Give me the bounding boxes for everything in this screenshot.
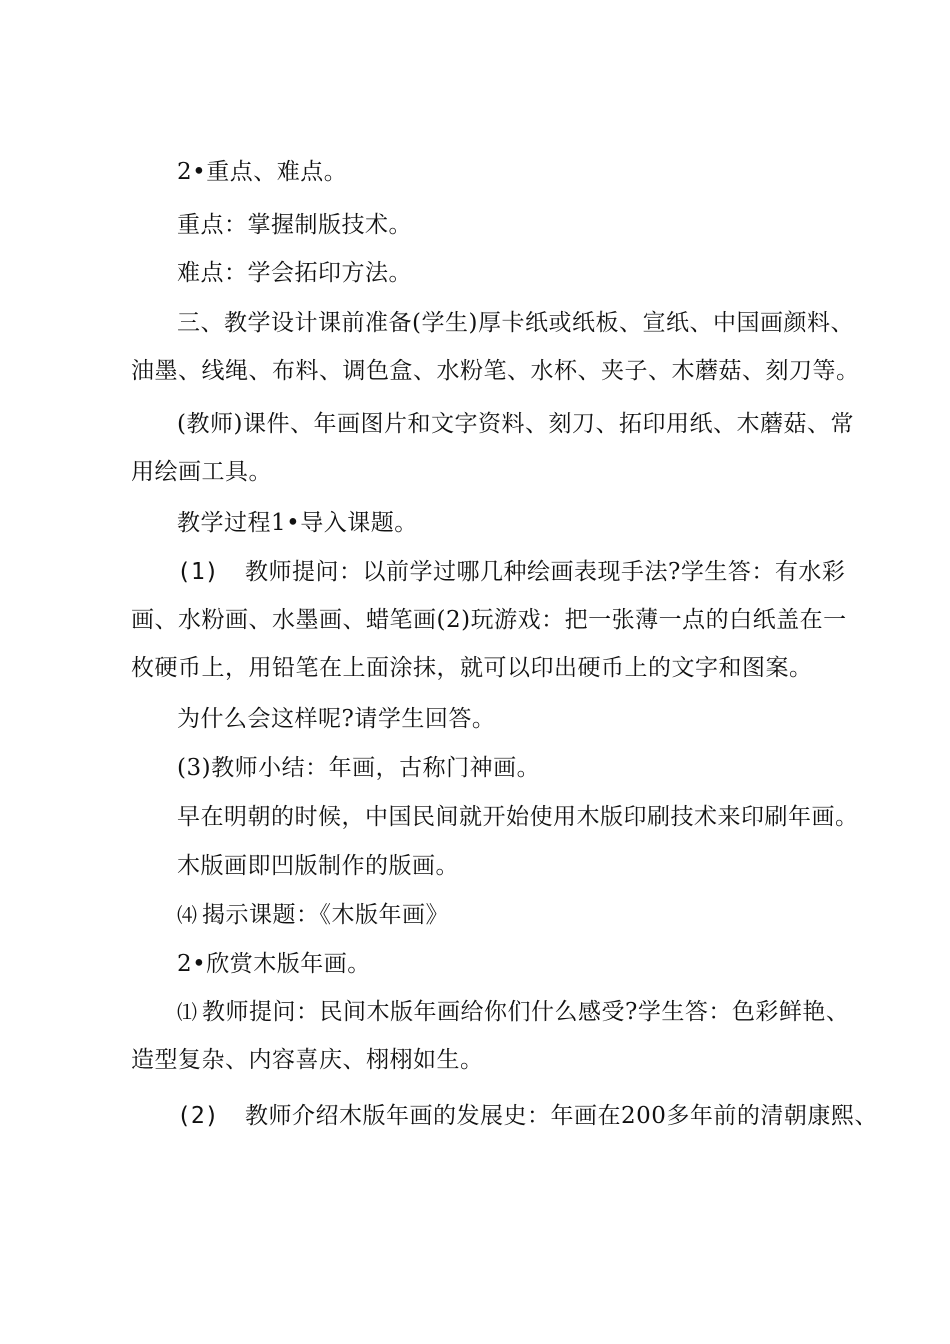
paragraph-appreciation-line-2: 造型复杂、内容喜庆、栩栩如生。	[131, 1047, 484, 1073]
paragraph-item-1-line-3: 枚硬币上，用铅笔在上面涂抹，就可以印出硬币上的文字和图案。	[131, 655, 813, 681]
paragraph-history-line-1: 教师介绍木版年画的发展史：年画在200多年前的清朝康熙、	[245, 1103, 878, 1129]
section-heading-teaching-process: 教学过程1•导入课题。	[177, 510, 418, 536]
item-number-2: (2)	[177, 1103, 219, 1129]
item-number-1b: ⑴	[177, 1000, 198, 1024]
paragraph-item-1-line-2: 画、水粉画、水墨画、蜡笔画(2)玩游戏：把一张薄一点的白纸盖在一	[131, 607, 847, 633]
paragraph-item-1-line-1: 教师提问：以前学过哪几种绘画表现手法?学生答：有水彩	[245, 559, 846, 585]
paragraph-teacher-prep-line-2: 用绘画工具。	[131, 459, 272, 485]
paragraph-woodblock-definition: 木版画即凹版制作的版画。	[177, 853, 459, 879]
item-number-4: ⑷	[177, 903, 198, 927]
item-number-1: (1)	[177, 559, 219, 585]
paragraph-reveal-topic: 揭示课题：《木版年画》	[202, 902, 449, 928]
section-heading-appreciation: 2•欣赏木版年画。	[177, 951, 371, 977]
paragraph-item-3: (3)教师小结：年画，古称门神画。	[177, 755, 541, 781]
paragraph-key-point: 重点：掌握制版技术。	[177, 212, 412, 238]
section-heading-key-points: 2•重点、难点。	[177, 159, 348, 185]
paragraph-difficult-point: 难点：学会拓印方法。	[177, 260, 412, 286]
paragraph-appreciation-line-1: 教师提问：民间木版年画给你们什么感受?学生答：色彩鲜艳、	[202, 999, 850, 1025]
paragraph-teaching-design-line-1: 三、教学设计课前准备(学生)厚卡纸或纸板、宣纸、中国画颜料、	[177, 310, 854, 336]
paragraph-teaching-design-line-2: 油墨、线绳、布料、调色盒、水粉笔、水杯、夹子、木蘑菇、刻刀等。	[131, 358, 860, 384]
paragraph-teacher-prep-line-1: (教师)课件、年画图片和文字资料、刻刀、拓印用纸、木蘑菇、常	[177, 411, 854, 437]
paragraph-ming-dynasty: 早在明朝的时候，中国民间就开始使用木版印刷技术来印刷年画。	[177, 804, 859, 830]
paragraph-question: 为什么会这样呢?请学生回答。	[177, 706, 496, 732]
